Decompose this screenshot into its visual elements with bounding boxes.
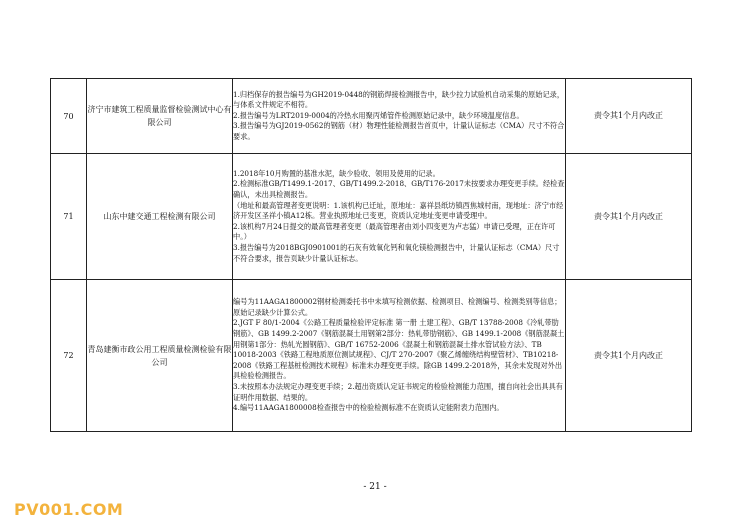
organization-name: 济宁市建筑工程质量监督检验测试中心有限公司 <box>87 79 233 154</box>
row-number: 71 <box>51 154 87 280</box>
issue-item: 3.报告编号为2018BGJ0901001的石灰有效氧化钙和氧化镁检测报告中，计量认证标志（CMA）尺寸不符合要求，报告页缺少计量认证标志。 <box>233 242 560 263</box>
table-row <box>51 154 692 280</box>
row-number: 70 <box>51 79 87 154</box>
action-text: 责令其1个月内改正 <box>566 79 692 154</box>
watermark: PV001.COM <box>14 500 124 519</box>
issue-item: 3.报告编号为GJ2019-0562的钢筋（材）物理性能检测报告首页中，计量认证标志（CMA）尺寸不符合要求。 <box>233 121 565 141</box>
action-text: 责令其1个月内改正 <box>566 280 692 432</box>
issue-item: （地址和最高管理者变更说明：1.该机构已迁址，原地址：嘉祥县纸坊镇西焦城村南，现地址：济宁市经济开发区圣祥小镇A12栋。营业执照地址已变更，资质认定地址变更申请受理中。 <box>233 200 564 221</box>
issue-list <box>233 154 566 280</box>
inspection-table <box>50 78 692 432</box>
page-number: - 21 - <box>363 482 387 492</box>
organization-name: 山东中建交通工程检测有限公司 <box>87 154 233 280</box>
issue-item: 2.报告编号为LRT2019-0004的冷热水用聚丙烯管件检测原始记录中，缺少环境温度信息。 <box>233 110 524 120</box>
row-number: 72 <box>51 280 87 432</box>
issue-item: 编号为11AAGA1800002钢材检测委托书中未填写检测依据、检测项目、检测编号、检测类别等信息；原始记录缺少计算公式。 <box>233 297 562 317</box>
issue-item: 2.JGT F 80/1-2004《公路工程质量检验评定标准 第一册 土建工程》、GB/T 13788-2008《冷轧带肋钢筋》、GB 1499.2-2007《钢筋混凝土用钢第2部分：热轧带肋钢筋》、GB 1499.1-2008《钢筋混凝土用钢第1部分：热轧光圆钢筋》、GB/T 16752-2006《混凝土和钢筋混凝土排水管试验方法》、TB 10018-2003《铁路工程地质原位测试规程》、CJ/T 270-2007《聚乙烯缠绕结构壁管材》、TB10218-2008《铁路工程基桩检测技术规程》标准未办理变更手续。除GB 1499.2-2018外，其余未发现对外出具检验检测报告。 <box>233 318 565 381</box>
issue-list <box>233 280 566 432</box>
issue-item: 3.未按照本办法规定办理变更手续；2.超出资质认定证书规定的检验检测能力范围，擅自向社会出具具有证明作用数据、结果的。 <box>233 381 563 402</box>
table-row <box>51 79 692 154</box>
organization-name: 青岛建衡市政公用工程质量检测检验有限公司 <box>87 280 233 432</box>
issue-item: 2.该机构7月24日提交的最高管理者变更（最高管理者由刘小四变更为卢志猛）申请已受理，正在许可中。） <box>233 221 556 242</box>
issue-item: 1.归档保存的报告编号为GH2019-0448的钢筋焊接检测报告中，缺少拉力试验机自动采集的原始记录，与体系文件规定不相符。 <box>233 89 565 110</box>
table-row <box>51 280 692 432</box>
action-text: 责令其1个月内改正 <box>566 154 692 280</box>
issue-item: 2.检测标准GB/T1499.1-2017、GB/T1499.2-2018、GB/T176-2017未按要求办理变更手续。经检查确认，未出具检测报告。 <box>233 179 565 200</box>
issue-item: 1.2018年10月购置的基准水泥，缺少验收、领用及使用的记录。 <box>233 168 440 178</box>
issue-list <box>233 79 566 154</box>
issue-item: 4.编号11AAGA1800008检查报告中的检验检测标准不在资质认定能附表力范围内。 <box>233 403 504 413</box>
